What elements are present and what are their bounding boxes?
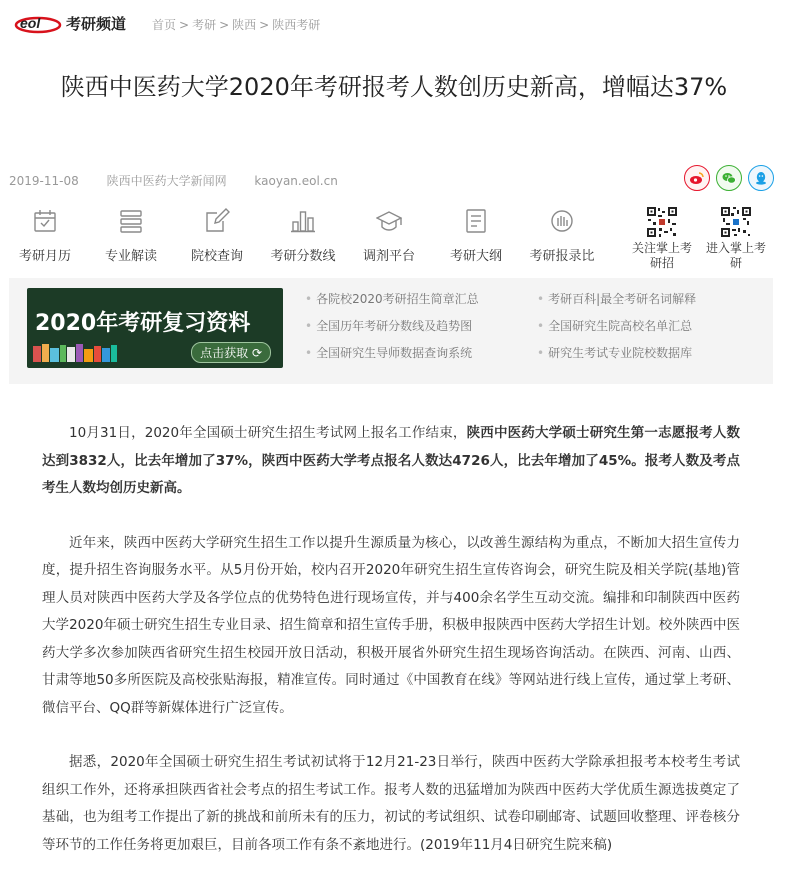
page-title: 陕西中医药大学2020年考研报考人数创历史新高，增幅达37% — [60, 73, 728, 101]
top-bar — [0, 0, 788, 50]
nav-transfer-platform[interactable] — [350, 202, 428, 264]
quick-nav — [0, 202, 788, 278]
resource-link[interactable]: • 全国研究生院高校名单汇总 — [537, 317, 692, 334]
resource-link[interactable]: • 研究生考试专业院校数据库 — [537, 344, 692, 361]
breadcrumb-separator: > — [179, 18, 190, 32]
nav-major-guide[interactable] — [92, 202, 170, 264]
share-qq-button[interactable] — [748, 165, 774, 191]
nav-label: 关注掌上考研招 — [631, 241, 692, 270]
nav-admission-ratio[interactable] — [523, 202, 601, 264]
breadcrumb-kaoyan[interactable]: 考研 — [192, 18, 217, 32]
banner-cta-button[interactable]: 点击获取 ⟳ — [191, 342, 271, 363]
calendar-icon — [32, 208, 58, 234]
svg-text:eol: eol — [20, 15, 41, 31]
wechat-icon — [721, 170, 737, 186]
publish-date: 2019-11-08 — [9, 174, 79, 188]
banner-title: 2020年考研复习资料 — [35, 311, 251, 336]
resource-link[interactable]: • 全国研究生导师数据查询系统 — [305, 344, 472, 361]
nav-label: 考研分数线 — [270, 249, 336, 264]
qq-icon — [753, 170, 769, 186]
resource-panel — [9, 278, 773, 384]
breadcrumb-shaanxi[interactable]: 陕西 — [232, 18, 257, 32]
stack-icon — [118, 208, 144, 234]
site-domain: kaoyan.eol.cn — [254, 174, 338, 188]
nav-label: 院校查询 — [190, 249, 243, 264]
edit-icon — [204, 208, 230, 234]
document-icon — [463, 208, 489, 234]
breadcrumb-separator: > — [259, 18, 270, 32]
weibo-icon — [689, 170, 705, 186]
hand-icon — [549, 208, 575, 234]
nav-label: 专业解读 — [104, 249, 157, 264]
article-paragraph: 据悉，2020年全国硕士研究生招生考试初试将于12月21-23日举行，陕西中医药大学除承担报考本校考生考试组织工作外，还将承担陕西省社会考点的招生考试工作。报考人数的迅猛增加为陕西中医药大学优质生源选拔奠定了基础，也为组考工作提出了新的挑战和前所未有的压力，初试的考试组织、试卷印刷邮寄、试题回收整理、评卷核分等环节的工作任务将更加艰巨，目前各项工作有条不紊地进行。(2019年11月4日研究生院来稿) — [42, 754, 740, 853]
article-paragraph — [42, 420, 740, 503]
article-paragraph: 近年来，陕西中医药大学研究生招生工作以提升生源质量为核心，以改善生源结构为重点，不断加大招生宣传力度，提升招生咨询服务水平。从5月份开始，校内召开2020年研究生招生宣传咨询会，研究生院及相关学院(基地)管理人员对陕西中医药大学及各学位点的优势特色进行现场宣传，并与400余名学生互动交流。编排和印制陕西中医药大学2020年硕士研究生招生专业目录、招生简章和招生宣传手册，积极申报陕西中医药大学招生计划。校外陕西中医药大学多次参加陕西省研究生招生校园开放日活动，积极开展省外研究生招生现场咨询活动。在陕西、河南、山西、甘肃等地50多所医院及高校张贴海报，精准宣传。同时通过《中国教育在线》等网站进行线上宣传，通过掌上考研、微信平台、QQ群等新媒体进行广泛宣传。 — [42, 534, 740, 716]
resource-link[interactable]: • 考研百科|最全考研名词解释 — [537, 290, 696, 307]
nav-exam-outline[interactable] — [437, 202, 515, 264]
nav-school-search[interactable] — [178, 202, 256, 264]
paragraph-bold-text: 陕西中医药大学硕士研究生第一志愿报考人数达到3832人，比去年增加了37%，陕西中医药大学考点报名人数达4726人，比去年增加了45%。报考人数及考点考生人数均创历史新高。 — [42, 425, 740, 496]
nav-score-line[interactable] — [264, 202, 342, 264]
qr-code-icon — [720, 206, 752, 238]
resource-link[interactable]: • 全国历年考研分数线及趋势图 — [305, 317, 472, 334]
graduation-cap-icon — [376, 208, 402, 234]
breadcrumb-home[interactable]: 首页 — [152, 18, 177, 32]
share-weibo-button[interactable] — [684, 165, 710, 191]
banner-cta-label: 点击获取 — [200, 346, 249, 360]
resource-link[interactable]: • 各院校2020考研招生简章汇总 — [305, 290, 479, 307]
study-material-banner[interactable] — [27, 288, 283, 368]
breadcrumb-shaanxi-kaoyan[interactable]: 陕西考研 — [272, 18, 321, 32]
nav-label: 考研报录比 — [529, 249, 595, 264]
qr-code-icon — [646, 206, 678, 238]
breadcrumb-separator: > — [219, 18, 230, 32]
nav-label: 调剂平台 — [362, 249, 415, 264]
nav-label: 进入掌上考研 — [705, 241, 766, 270]
channel-title[interactable]: 考研频道 — [66, 15, 127, 33]
paragraph-text: 10月31日，2020年全国硕士研究生招生考试网上报名工作结束， — [69, 425, 467, 441]
nav-kaoyan-calendar[interactable] — [6, 202, 84, 264]
nav-label: 考研大纲 — [449, 249, 502, 264]
bar-chart-icon — [290, 208, 316, 234]
nav-follow-mobile-qr[interactable] — [628, 202, 696, 271]
article-meta — [9, 172, 362, 189]
nav-label: 考研月历 — [18, 249, 71, 264]
eol-logo[interactable] — [14, 11, 64, 35]
nav-enter-mobile-qr[interactable] — [702, 202, 770, 271]
share-wechat-button[interactable] — [716, 165, 742, 191]
books-illustration — [33, 342, 183, 362]
article-body — [42, 420, 740, 882]
breadcrumb — [152, 16, 320, 33]
article-source: 陕西中医药大学新闻网 — [106, 174, 227, 188]
